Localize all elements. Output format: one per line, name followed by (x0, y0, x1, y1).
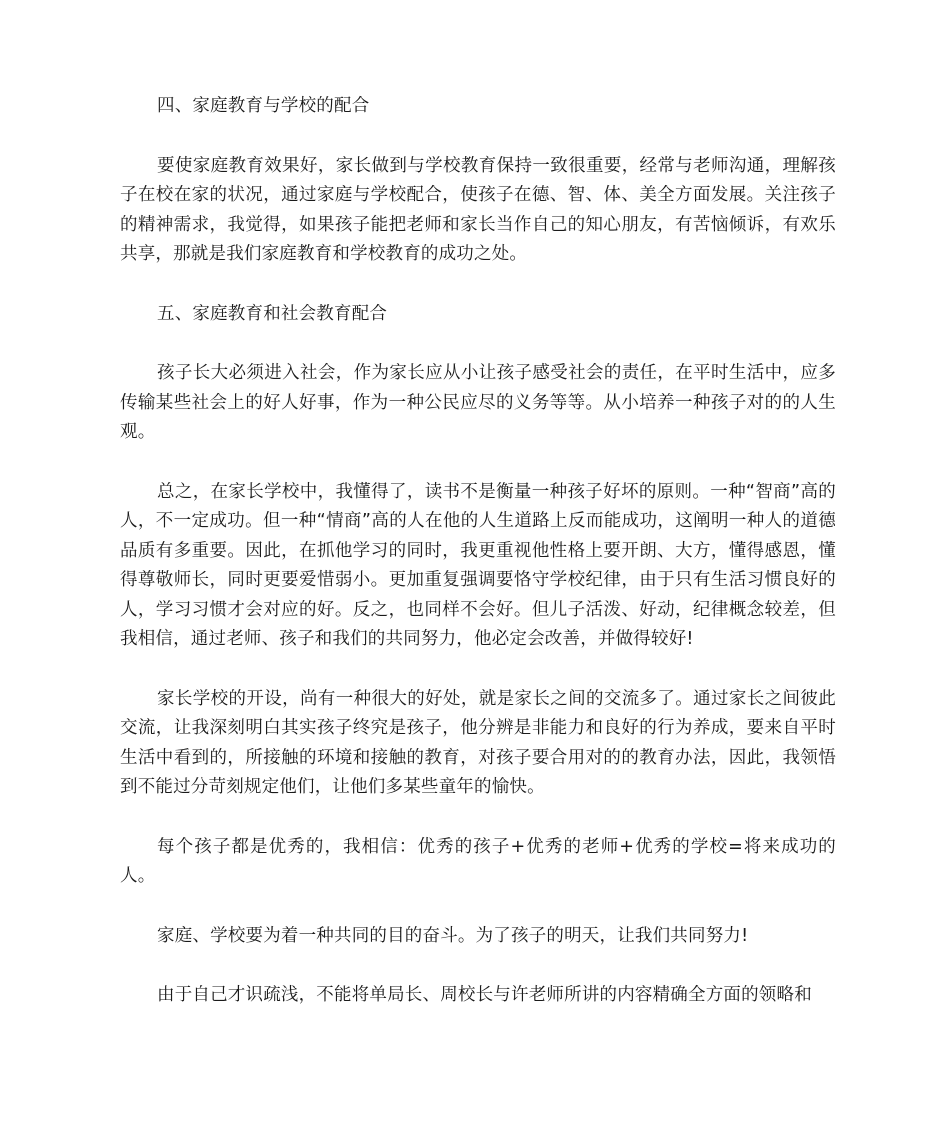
paragraph-common-goal: 家庭、学校要为着一种共同的目的奋斗。为了孩子的明天，让我们共同努力! (157, 925, 749, 946)
paragraph-parent-exchange: 家长学校的开设，尚有一种很大的好处，就是家长之间的交流多了。通过家长之间彼此交流，让我深刻明白其实孩子终究是孩子，他分辨是非能力和良好的行为养成，要来自平时生活中看到的，所接触的环境和接触的教育，对孩子要合用对的的教育办法，因此，我领悟到不能过分苛刻规定他们，让他们多某些童年的愉快。 (120, 688, 836, 797)
paragraph-summary: 总之，在家长学校中，我懂得了，读书不是衡量一种孩子好坏的原则。一种“智商”高的人，不一定成功。但一种“情商”高的人在他的人生道路上反而能成功，这阐明一种人的道德品质有多重要。因此，在抓他学习的同时，我更重视他性格上要开朗、大方，懂得感恩，懂得尊敬师长，同时更要爱惜弱小。更加重复强调要恪守学校纪律，由于只有生活习惯良好的人，学习习惯才会对应的好。反之，也同样不会好。但儿子活泼、好动，纪律概念较差，但我相信，通过老师、孩子和我们的共同努力，他必定会改善，并做得较好! (120, 481, 836, 649)
section-heading-5: 五、家庭教育和社会教育配合 (157, 303, 388, 324)
paragraph-every-child-excellent: 每个孩子都是优秀的，我相信：优秀的孩子+优秀的老师+优秀的学校=将来成功的人。 (120, 836, 836, 886)
paragraph-society-education: 孩子长大必须进入社会，作为家长应从小让孩子感受社会的责任，在平时生活中，应多传输某些社会上的好人好事，作为一种公民应尽的义务等等。从小培养一种孩子对的的人生观。 (120, 363, 836, 442)
paragraph-family-school-cooperation: 要使家庭教育效果好，家长做到与学校教育保持一致很重要，经常与老师沟通，理解孩子在校在家的状况，通过家庭与学校配合，使孩子在德、智、体、美全方面发展。关注孩子的精神需求，我觉得，如果孩子能把老师和家长当作自己的知心朋友，有苦恼倾诉，有欢乐共享，那就是我们家庭教育和学校教育的成功之处。 (120, 155, 836, 264)
paragraph-closing-truncated: 由于自己才识疏浅，不能将单局长、周校长与许老师所讲的内容精确全方面的领略和 (157, 985, 812, 1005)
section-heading-4: 四、家庭教育与学校的配合 (157, 96, 370, 116)
document-body (120, 92, 836, 1041)
